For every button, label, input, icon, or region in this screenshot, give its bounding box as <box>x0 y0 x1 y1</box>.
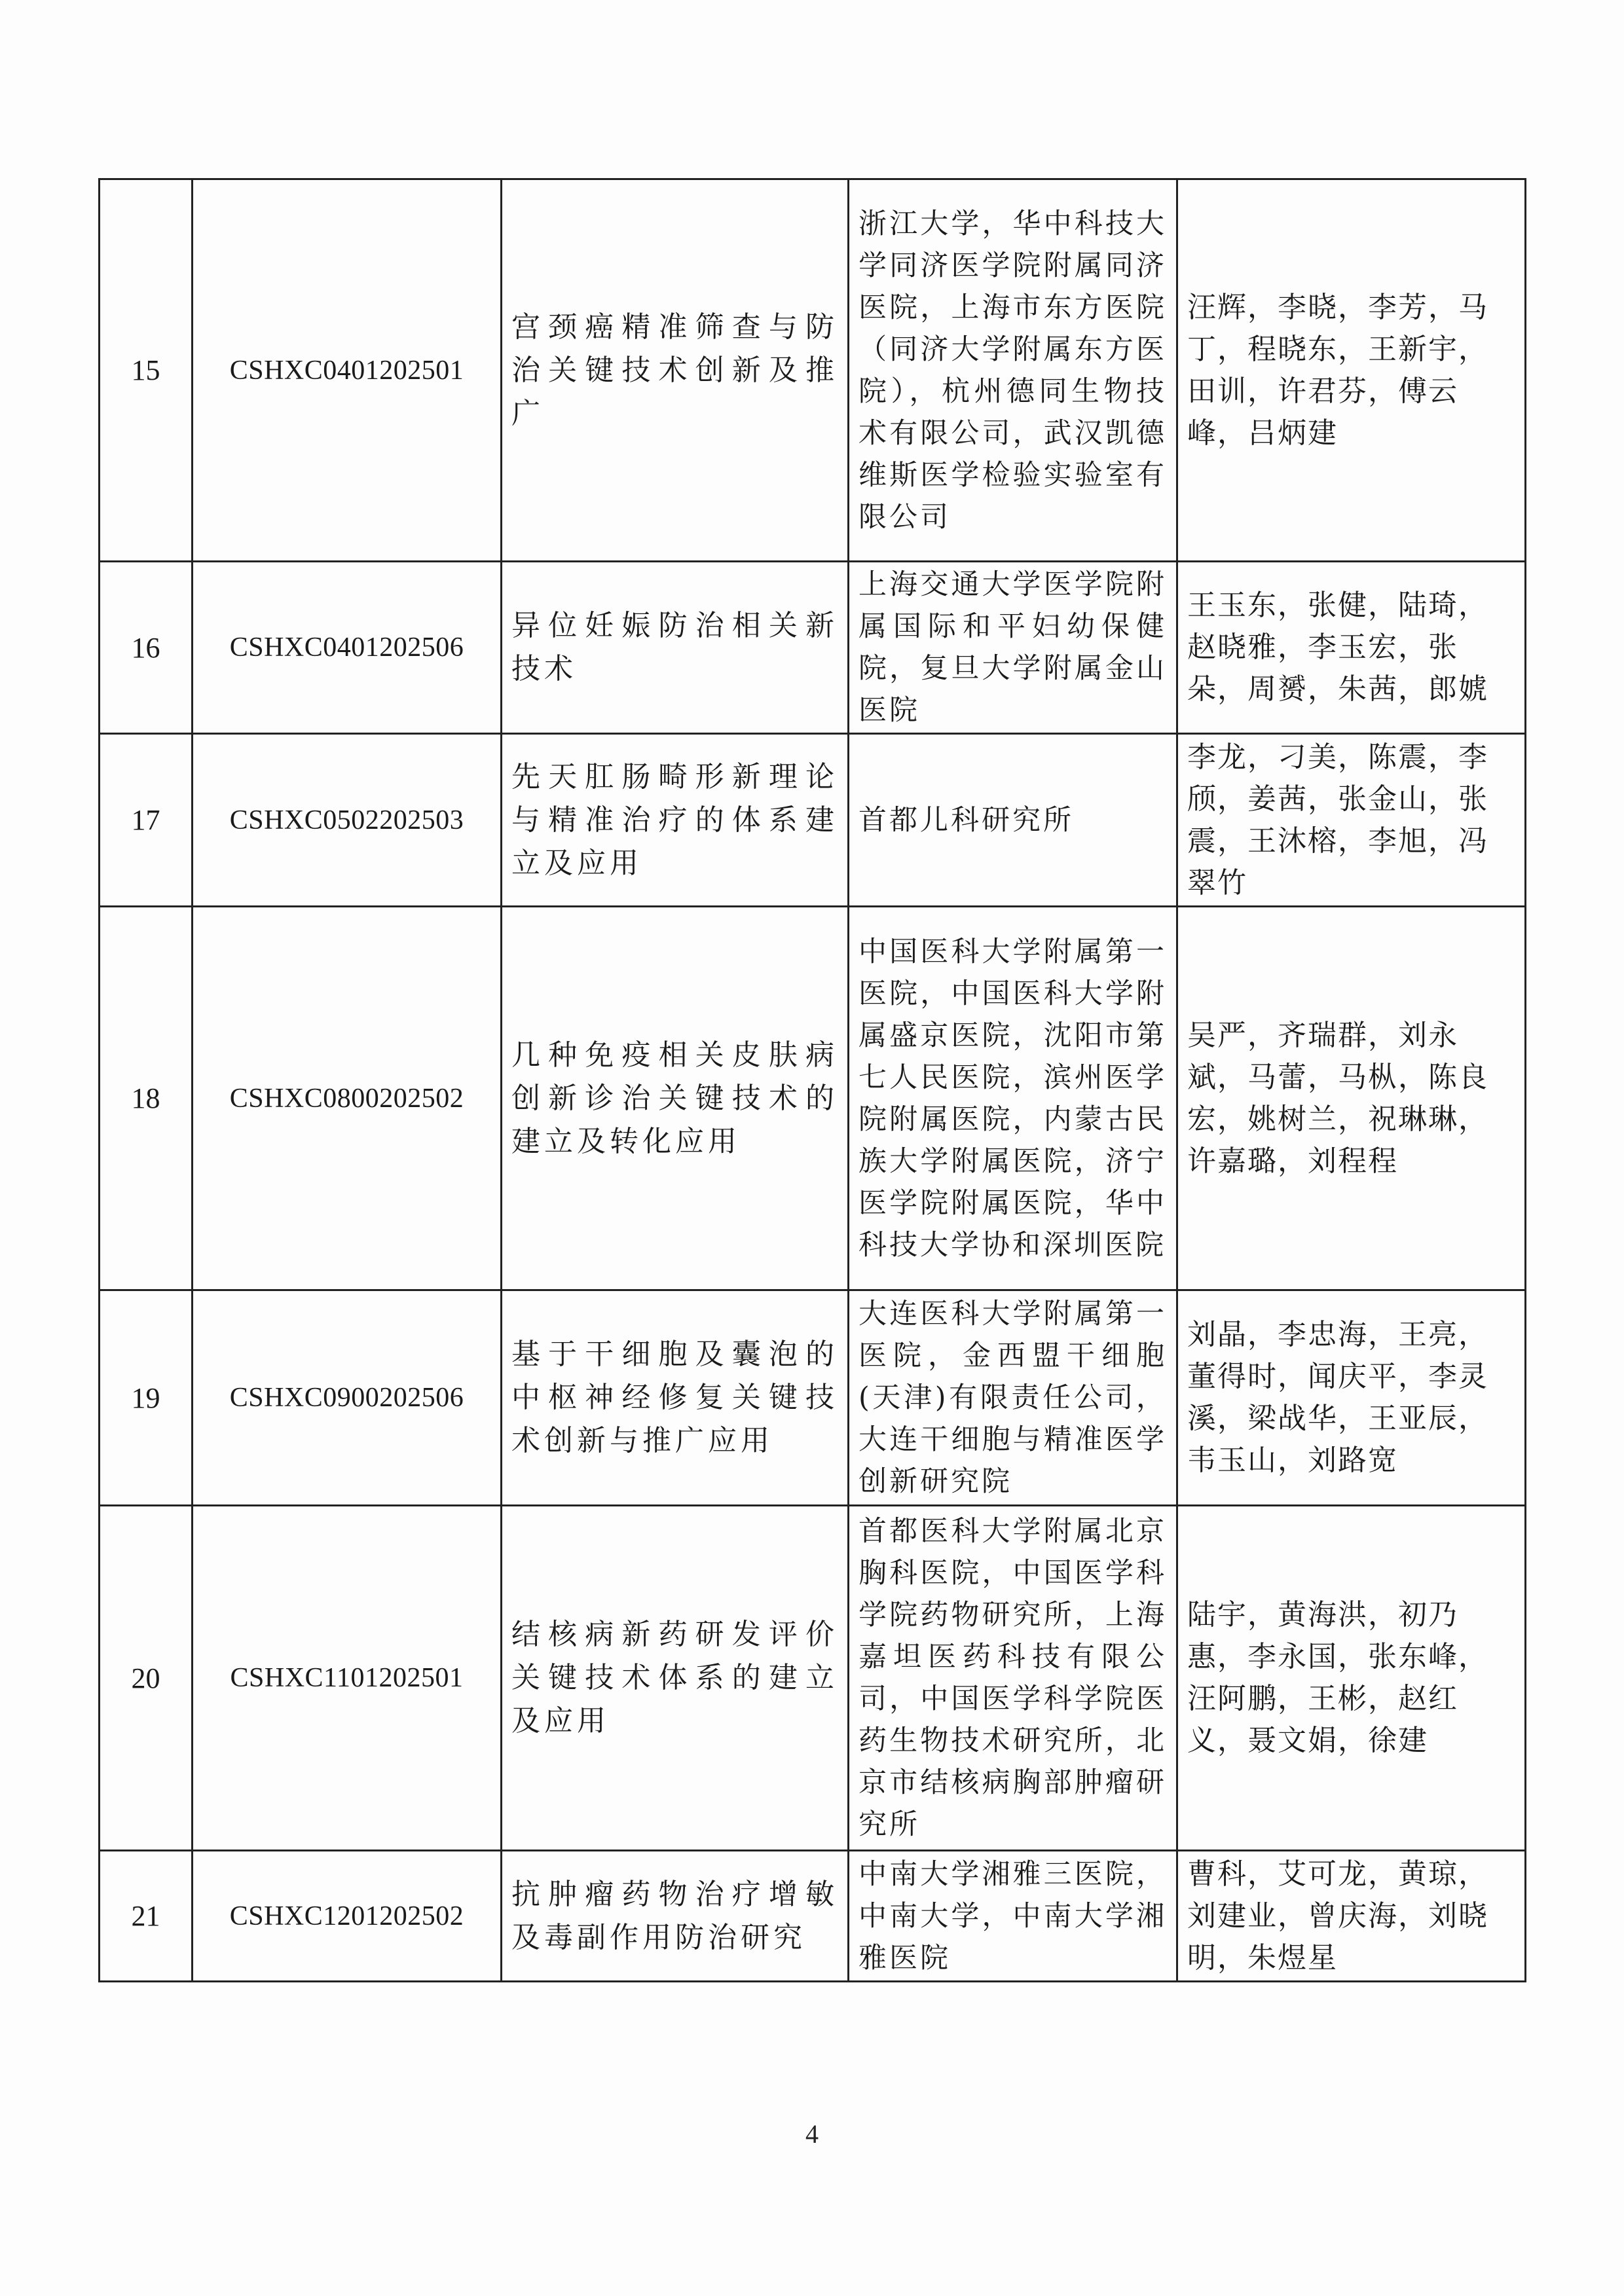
completion-people: 王玉东，张健，陆琦，赵晓雅，李玉宏，张朵，周赟，朱茜，郎婋 <box>1177 562 1526 734</box>
table-row <box>100 562 1526 734</box>
row-number: 16 <box>100 562 193 734</box>
project-code: CSHXC0800202502 <box>193 907 502 1290</box>
row-number: 17 <box>100 734 193 907</box>
row-number: 15 <box>100 179 193 562</box>
page-number: 4 <box>805 2119 819 2149</box>
completion-people: 陆宇，黄海洪，初乃惠，李永国，张东峰，汪阿鹏，王彬，赵红义，聂文娟，徐建 <box>1177 1506 1526 1851</box>
project-code: CSHXC1101202501 <box>193 1506 502 1851</box>
completion-units: 中南大学湘雅三医院，中南大学，中南大学湘雅医院 <box>849 1851 1177 1982</box>
table-row <box>100 1851 1526 1982</box>
row-number: 21 <box>100 1851 193 1982</box>
project-code: CSHXC0502202503 <box>193 734 502 907</box>
completion-units: 首都儿科研究所 <box>849 734 1177 907</box>
project-code: CSHXC1201202502 <box>193 1851 502 1982</box>
table-row <box>100 1290 1526 1506</box>
project-name: 结核病新药研发评价关键技术体系的建立及应用 <box>502 1506 849 1851</box>
project-name: 抗肿瘤药物治疗增敏及毒副作用防治研究 <box>502 1851 849 1982</box>
row-number: 18 <box>100 907 193 1290</box>
row-number: 19 <box>100 1290 193 1506</box>
project-name: 基于干细胞及囊泡的中枢神经修复关键技术创新与推广应用 <box>502 1290 849 1506</box>
project-name: 宫颈癌精准筛查与防治关键技术创新及推广 <box>502 179 849 562</box>
project-code: CSHXC0900202506 <box>193 1290 502 1506</box>
project-name: 先天肛肠畸形新理论与精准治疗的体系建立及应用 <box>502 734 849 907</box>
project-name: 异位妊娠防治相关新技术 <box>502 562 849 734</box>
completion-units: 浙江大学，华中科技大学同济医学院附属同济医院，上海市东方医院（同济大学附属东方医院），杭州德同生物技术有限公司，武汉凯德维斯医学检验实验室有限公司 <box>849 179 1177 562</box>
table-row <box>100 907 1526 1290</box>
award-table <box>98 178 1526 1982</box>
completion-units: 首都医科大学附属北京胸科医院，中国医学科学院药物研究所，上海嘉坦医药科技有限公司，中国医学科学院医药生物技术研究所，北京市结核病胸部肿瘤研究所 <box>849 1506 1177 1851</box>
project-code: CSHXC0401202506 <box>193 562 502 734</box>
table-row <box>100 734 1526 907</box>
table-row <box>100 1506 1526 1851</box>
completion-people: 吴严，齐瑞群，刘永斌，马蕾，马枞，陈良宏，姚树兰，祝琳琳，许嘉璐，刘程程 <box>1177 907 1526 1290</box>
project-name: 几种免疫相关皮肤病创新诊治关键技术的建立及转化应用 <box>502 907 849 1290</box>
completion-people: 刘晶，李忠海，王亮，董得时，闻庆平，李灵溪，梁战华，王亚辰，韦玉山，刘路宽 <box>1177 1290 1526 1506</box>
completion-units: 中国医科大学附属第一医院，中国医科大学附属盛京医院，沈阳市第七人民医院，滨州医学院附属医院，内蒙古民族大学附属医院，济宁医学院附属医院，华中科技大学协和深圳医院 <box>849 907 1177 1290</box>
project-code: CSHXC0401202501 <box>193 179 502 562</box>
completion-people: 汪辉，李晓，李芳，马丁，程晓东，王新宇，田训，许君芬，傅云峰，吕炳建 <box>1177 179 1526 562</box>
completion-units: 大连医科大学附属第一医院，金西盟干细胞(天津)有限责任公司，大连干细胞与精准医学创新研究院 <box>849 1290 1177 1506</box>
row-number: 20 <box>100 1506 193 1851</box>
completion-units: 上海交通大学医学院附属国际和平妇幼保健院，复旦大学附属金山医院 <box>849 562 1177 734</box>
completion-people: 李龙，刁美，陈震，李颀，姜茜，张金山，张震，王沐榕，李旭，冯翠竹 <box>1177 734 1526 907</box>
completion-people: 曹科，艾可龙，黄琼，刘建业，曾庆海，刘晓明，朱煜星 <box>1177 1851 1526 1982</box>
table-row <box>100 179 1526 562</box>
